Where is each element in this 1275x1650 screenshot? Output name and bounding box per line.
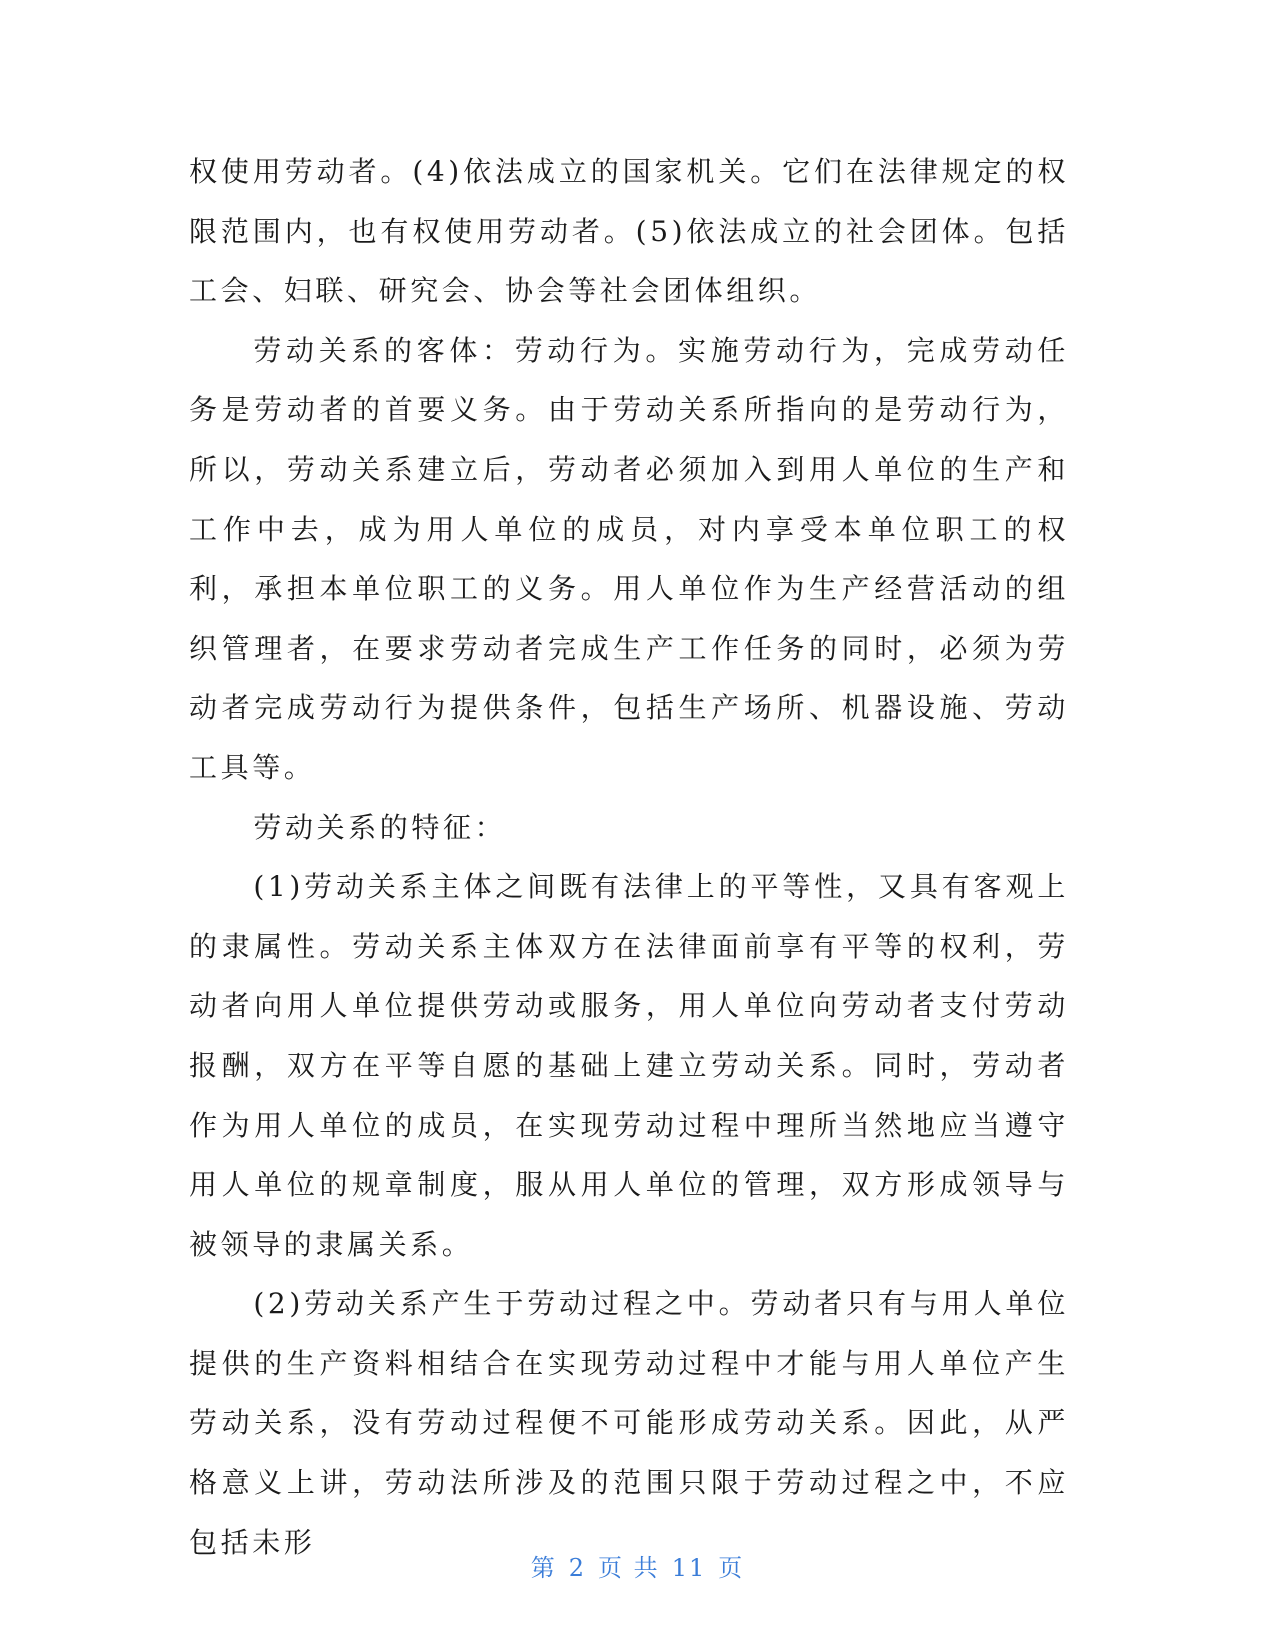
page-footer [0, 1548, 1275, 1583]
paragraph-employer-types-continued: 权使用劳动者。(4)依法成立的国家机关。它们在法律规定的权限范围内，也有权使用劳动者。(5)依法成立的社会团体。包括工会、妇联、研究会、协会等社会团体组织。 [189, 155, 1069, 308]
footer-current-page: 2 [568, 1554, 587, 1582]
paragraph-feature-2: (2)劳动关系产生于劳动过程之中。劳动者只有与用人单位提供的生产资料相结合在实现劳动过程中才能与用人单位产生劳动关系，没有劳动过程便不可能形成劳动关系。因此，从严格意义上讲，劳动法所涉及的范围只限于劳动过程之中，不应包括未形 [189, 1287, 1069, 1559]
paragraph-labor-relation-object: 劳动关系的客体：劳动行为。实施劳动行为，完成劳动任务是劳动者的首要义务。由于劳动关系所指向的是劳动行为，所以，劳动关系建立后，劳动者必须加入到用人单位的生产和工作中去，成为用人单位的成员，对内享受本单位职工的权利，承担本单位职工的义务。用人单位作为生产经营活动的组织管理者，在要求劳动者完成生产工作任务的同时，必须为劳动者完成劳动行为提供条件，包括生产场所、机器设施、劳动工具等。 [189, 333, 1069, 784]
footer-suffix: 页 [718, 1554, 745, 1582]
footer-prefix: 第 [530, 1554, 557, 1582]
document-body [189, 142, 1069, 1572]
footer-total-pages: 11 [671, 1554, 707, 1582]
paragraph-feature-1: (1)劳动关系主体之间既有法律上的平等性，又具有客观上的隶属性。劳动关系主体双方在法律面前享有平等的权利，劳动者向用人单位提供劳动或服务，用人单位向劳动者支付劳动报酬，双方在平等自愿的基础上建立劳动关系。同时，劳动者作为用人单位的成员，在实现劳动过程中理所当然地应当遵守用人单位的规章制度，服从用人单位的管理，双方形成领导与被领导的隶属关系。 [189, 870, 1069, 1261]
footer-middle: 页 共 [598, 1554, 660, 1582]
paragraph-labor-relation-features-heading: 劳动关系的特征： [253, 810, 507, 844]
